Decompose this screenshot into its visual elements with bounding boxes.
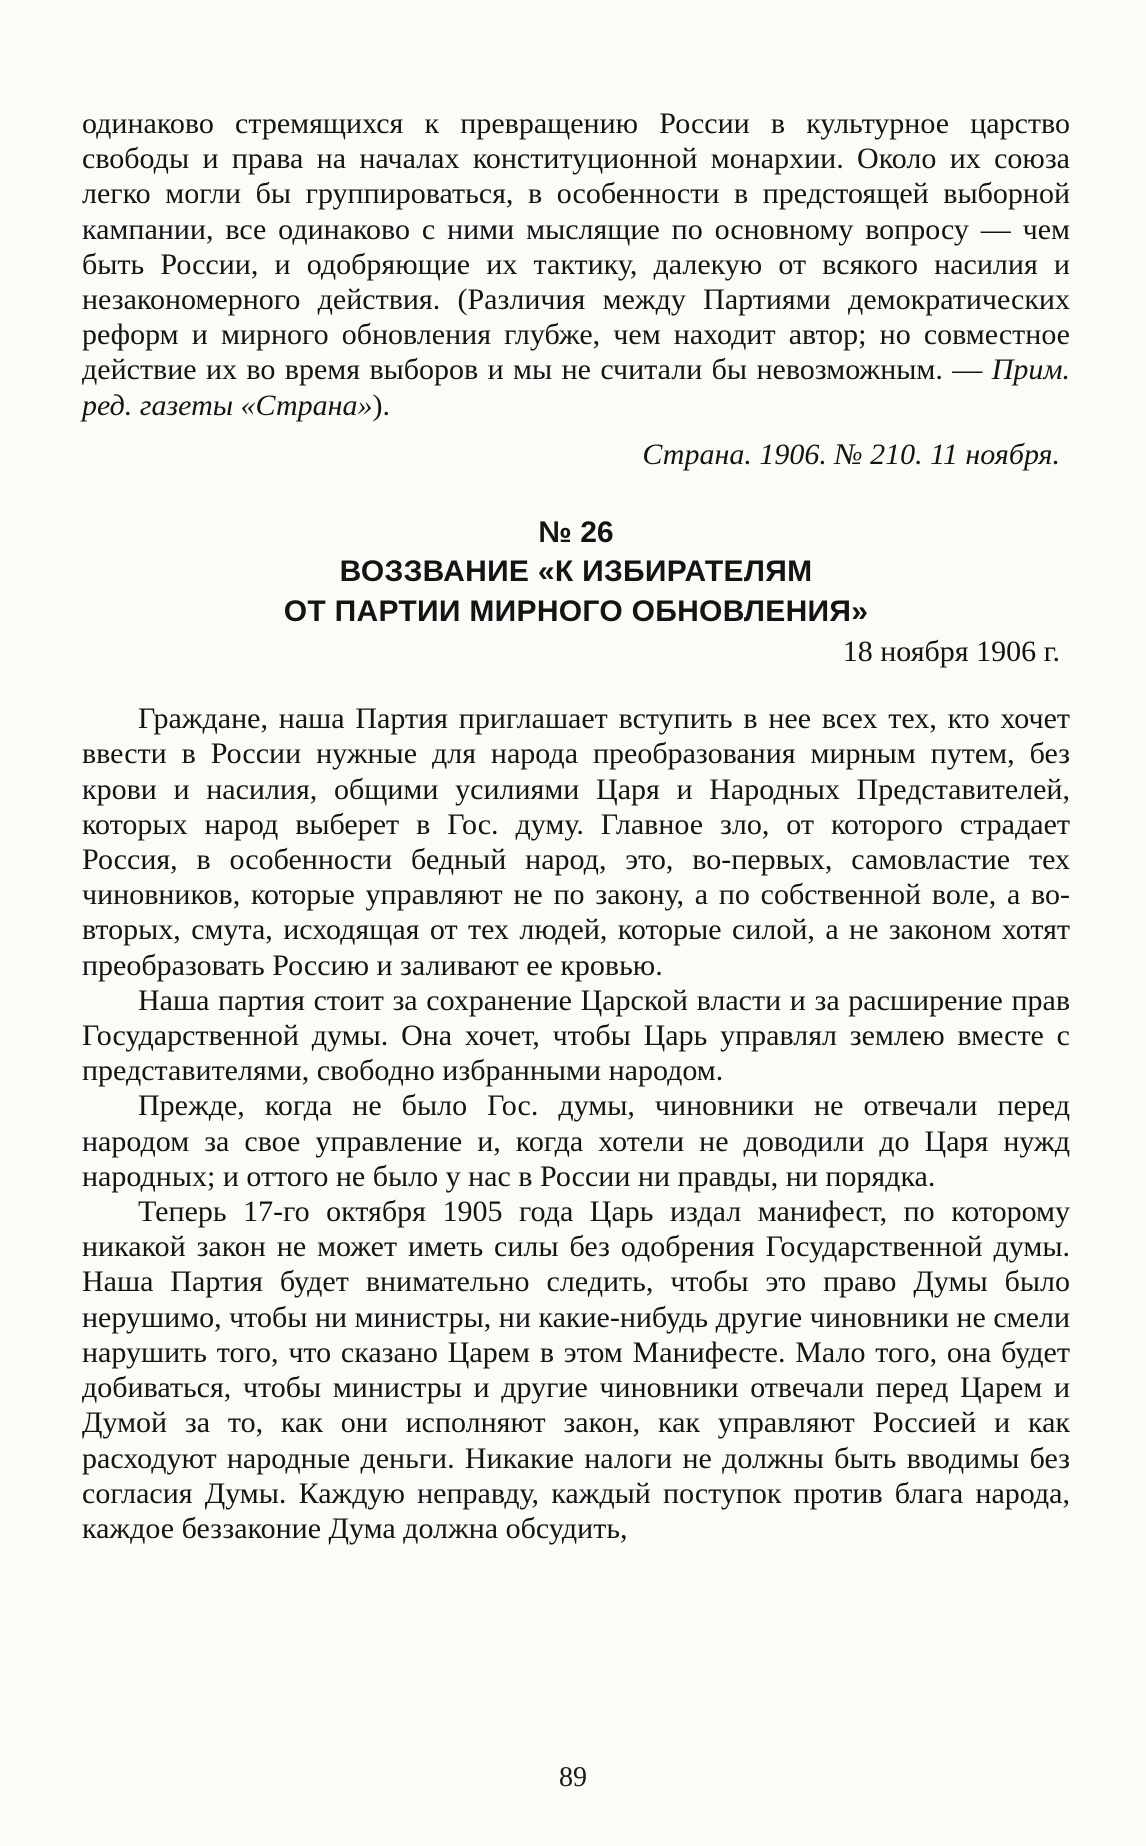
page-number: 89 [559, 1762, 587, 1793]
document-date: 18 ноября 1906 г. [842, 635, 1060, 669]
editor-note-end: ). [372, 388, 391, 422]
page-text-column [82, 106, 1070, 1546]
editor-note: Прим. ред. газеты «Страна» [82, 353, 1070, 422]
continuation-text: одинаково стремящихся к превращению России в культурное царство свободы и права на началах конституционной монархии. Около их союза легко могли бы группироваться, в особенности в предстоящей выборной кампании, все одинаково с ними мыслящие по основному вопросу — чем быть России, и одобряющие их тактику, далекую от всякого насилия и незакономерного действия. (Различия между Партиями демократических реформ и мирного обновления глубже, чем находит автор; но совместное действие их во время выборов и мы не считали бы невозможным. — [82, 107, 1070, 387]
document-title-line-2: ОТ ПАРТИИ МИРНОГО ОБНОВЛЕНИЯ» [283, 595, 869, 629]
continuation-paragraph [82, 106, 1070, 423]
body-paragraph-2: Наша партия стоит за сохранение Царской власти и за расширение прав Государственной думы. Она хочет, чтобы Царь управлял землею вместе с представителями, свободно избранными народом. [82, 983, 1070, 1088]
source-citation: Страна. 1906. № 210. 11 ноября. [642, 437, 1060, 471]
body-paragraph-4: Теперь 17-го октября 1905 года Царь издал манифест, по которому никакой закон не может иметь силы без одобрения Государственной думы. Наша Партия будет внимательно следить, чтобы это право Думы было нерушимо, чтобы ни министры, ни какие-нибудь другие чиновники не смели нарушить того, что сказано Царем в этом Манифесте. Мало того, она будет добиваться, чтобы министры и другие чиновники отвечали перед Царем и Думой за то, как они исполняют закон, как управляют Россией и как расходуют народные деньги. Никакие налоги не должны быть вводимы без согласия Думы. Каждую неправду, каждый поступок против блага народа, каждое беззаконие Дума должна обсудить, [82, 1195, 1070, 1545]
document-number: № 26 [538, 516, 614, 550]
body-paragraph-1: Граждане, наша Партия приглашает вступить в нее всех тех, кто хочет ввести в России нужные для народа преобразования мирным путем, без крови и насилия, общими усилиями Царя и Народных Представителей, которых народ выберет в Гос. думу. Главное зло, от которого страдает Россия, в особенности бедный народ, это, во-первых, самовластие тех чиновников, которые управляют не по закону, а по собственной воле, а во-вторых, смута, исходящая от тех людей, которые силой, а не законом хотят преобразовать Россию и заливают ее кровью. [82, 702, 1070, 982]
document-title-line-1: ВОЗЗВАНИЕ «К ИЗБИРАТЕЛЯМ [339, 555, 813, 589]
body-paragraph-3: Прежде, когда не было Гос. думы, чиновники не отвечали перед народом за свое управление и, когда хотели не доводили до Царя нужд народных; и оттого не было у нас в России ни правды, ни порядка. [82, 1089, 1070, 1193]
